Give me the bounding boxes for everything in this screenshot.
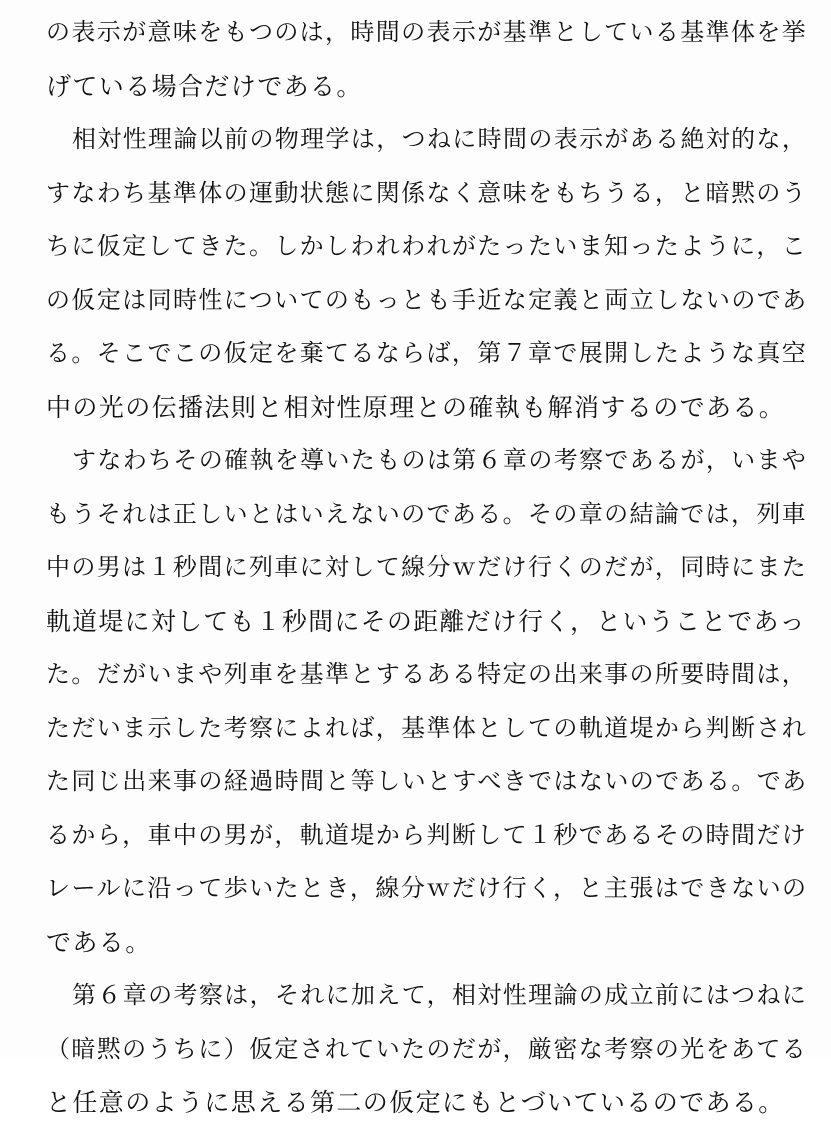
text-line: もうそれは正しいとはいえないのである。その章の結論では，列車 <box>46 499 808 528</box>
text-line: すなわち基準体の運動状態に関係なく意味をもちうる，と暗黙のう <box>46 178 808 207</box>
text-line: と任意のように思える第二の仮定にもとづいているのである。 <box>46 1088 785 1117</box>
text-line: た。だがいまや列車を基準とするある特定の出来事の所要時間は， <box>46 660 808 688</box>
text-line: ただいま示した考察によれば，基準体としての軌道堤から判断され <box>46 713 808 742</box>
text-line: である。 <box>46 927 152 957</box>
text-body <box>46 6 806 1130</box>
text-line: の表示が意味をもつのは，時間の表示が基準としている基準体を挙 <box>46 18 808 46</box>
text-line: の仮定は同時性についてのもっとも手近な定義と両立しないのであ <box>46 285 808 314</box>
text-line: （暗黙のうちに）仮定されていたのだが，厳密な考察の光をあてる <box>46 1034 808 1063</box>
text-line: ちに仮定してきた。しかしわれわれがたったいま知ったように，こ <box>46 232 808 260</box>
paragraph-first-line: すなわちその確執を導いたものは第６章の考察であるが，いまや <box>72 446 808 474</box>
paragraph-first-line: 第６章の考察は，それに加えて，相対性理論の成立前にはつねに <box>72 981 808 1009</box>
text-line: 中の光の伝播法則と相対性原理との確執も解消するのである。 <box>46 392 786 422</box>
text-line: レールに沿って歩いたとき，線分ｗだけ行く，と主張はできないの <box>46 874 808 902</box>
text-line: るから，車中の男が，軌道堤から判断して１秒であるその時間だけ <box>46 820 808 849</box>
text-line: 軌道堤に対しても１秒間にその距離だけ行く，ということであっ <box>46 606 806 636</box>
paragraph-first-line: 相対性理論以前の物理学は，つねに時間の表示がある絶対的な， <box>72 125 808 153</box>
text-line: た同じ出来事の経過時間と等しいとすべきではないのである。であ <box>46 767 808 795</box>
text-line: 中の男は１秒間に列車に対して線分ｗだけ行くのだが，同時にまた <box>46 553 808 581</box>
text-line: る。そこでこの仮定を棄てるならば，第７章で展開したような真空 <box>46 339 808 367</box>
text-line: げている場合だけである。 <box>46 71 363 101</box>
